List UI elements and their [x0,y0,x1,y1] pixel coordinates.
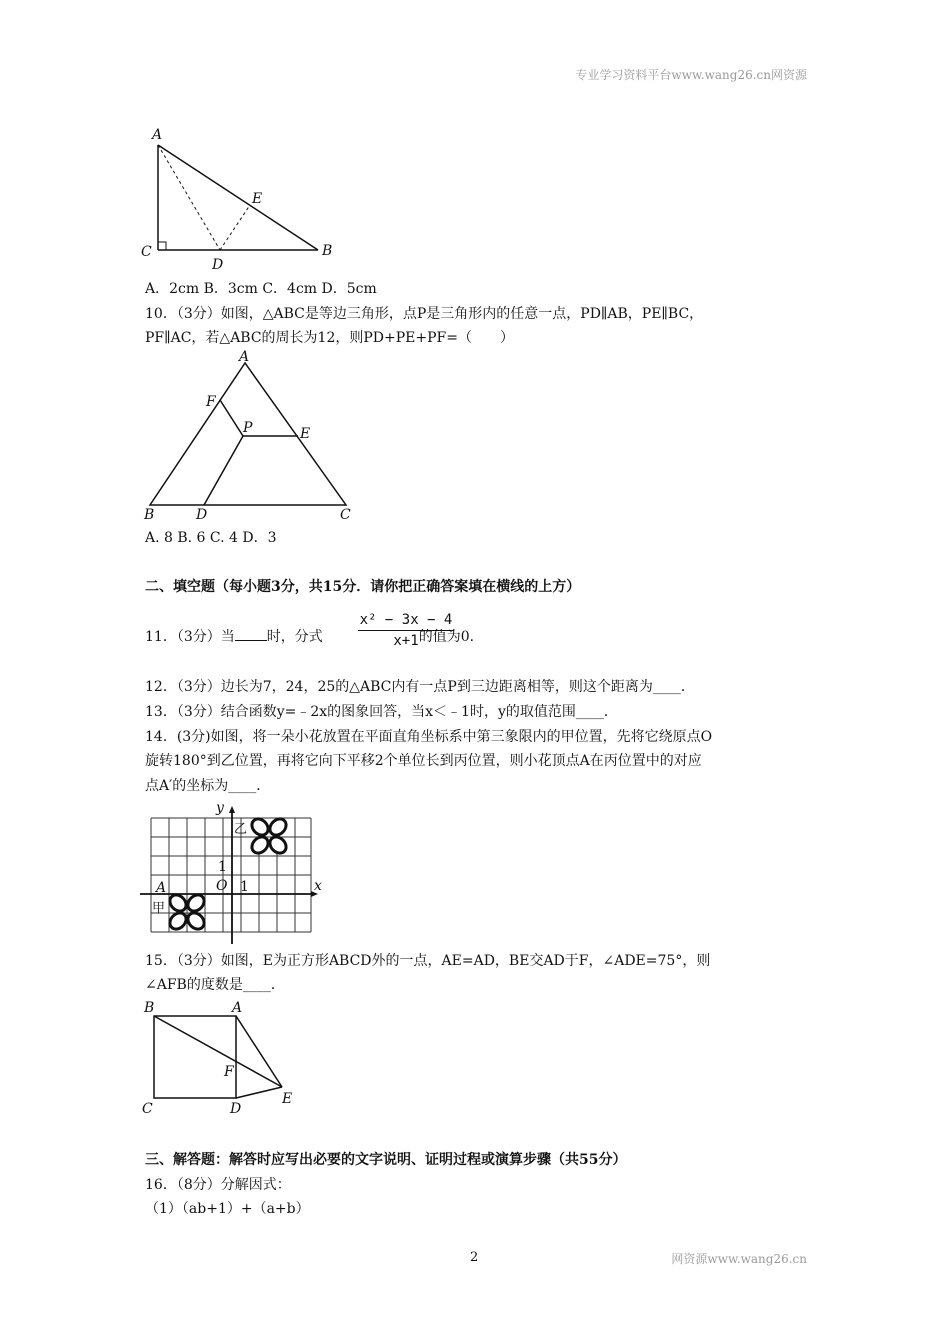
q10-label-p: P [243,420,253,436]
page-footer: 网资源www.wang26.cn [671,1252,807,1266]
q14-coordinate-grid [140,798,335,946]
q11-fraction [358,612,454,649]
q10-line2: PF∥AC，若△ABC的周长为12，则PD+PE+PF=（ ） [145,330,514,346]
q10-label-b: B [144,507,155,523]
q9-label-e: E [252,191,263,207]
q10-label-e: E [300,426,311,442]
q10-options: A. 8 B. 6 C. 4 D．3 [145,530,277,546]
q15-label-d: D [230,1101,242,1117]
q9-label-a: A [152,127,163,143]
q15-label-f: F [224,1064,234,1080]
q9-options: A．2cm B．3cm C．4cm D．5cm [145,281,377,297]
q11-suffix: 的值为0． [418,629,484,645]
q11-blank [235,628,267,641]
section2-heading: 二、填空题（每小题3分，共15分．请你把正确答案填在横线的上方） [145,579,581,595]
section3-heading: 三、解答题：解答时应写出必要的文字说明、证明过程或演算步骤（共55分） [145,1152,627,1168]
q14-label-yi: 乙 [234,822,248,837]
q10-triangle-figure [138,348,368,523]
q15-line1: 15．（3分）如图，E为正方形ABCD外的一点，AE=AD，BE交AD于F，∠ADE=75°，则 [145,953,711,969]
q9-label-c: C [141,244,152,260]
q11-middle: 时，分式 [266,629,323,645]
q14-label-1y: 1 [218,859,227,875]
page-number: 2 [470,1250,479,1265]
q15-label-e: E [282,1091,293,1107]
q15-label-a: A [232,1000,243,1016]
q11-denominator: x+1 [393,633,419,649]
q10-label-f: F [206,394,216,410]
q12-line: 12．（3分）边长为7，24，25的△ABC内有一点P到三边距离相等，则这个距离为____． [145,679,695,695]
q14-label-a: A [156,880,167,896]
q14-label-1x: 1 [240,879,249,895]
q14-label-o: O [216,878,228,894]
q14-line2: 旋转180°到乙位置，再将它向下平移2个单位长到丙位置，则小花顶点A在丙位置中的对应 [145,753,702,769]
flower-yi-icon [249,816,290,857]
q9-label-d: D [212,257,224,273]
q11-prefix: 11．（3分）当 [145,629,235,645]
q13-line: 13．（3分）结合函数y=﹣2x的图象回答，当x＜﹣1时，y的取值范围____． [145,704,618,720]
q10-line1: 10．（3分）如图，△ABC是等边三角形，点P是三角形内的任意一点，PD∥AB，PE∥BC， [145,306,704,322]
q14-label-x: x [314,878,322,894]
q9-label-b: B [322,243,333,259]
q10-label-c: C [340,507,351,523]
q10-label-a: A [239,349,250,365]
q15-label-c: C [142,1101,153,1117]
q9-triangle-figure [138,125,338,275]
q10-label-d: D [196,507,208,523]
q16-part1: （1）（ab+1）+（a+b） [145,1201,310,1217]
q16-title: 16．（8分）分解因式： [145,1177,291,1193]
page-header: 专业学习资料平台www.wang26.cn网资源 [575,68,807,82]
q14-label-jia: 甲 [152,901,166,916]
q15-square-figure [138,996,308,1121]
q11-numerator: x² − 3x − 4 [359,612,453,628]
q14-label-y: y [216,800,224,816]
q15-label-b: B [144,1000,155,1016]
q15-line2: ∠AFB的度数是____． [145,977,285,993]
q14-line3: 点A′的坐标为____． [145,778,271,794]
q14-line1: 14．(3分)如图，将一朵小花放置在平面直角坐标系中第三象限内的甲位置，先将它绕原点O [145,729,713,745]
